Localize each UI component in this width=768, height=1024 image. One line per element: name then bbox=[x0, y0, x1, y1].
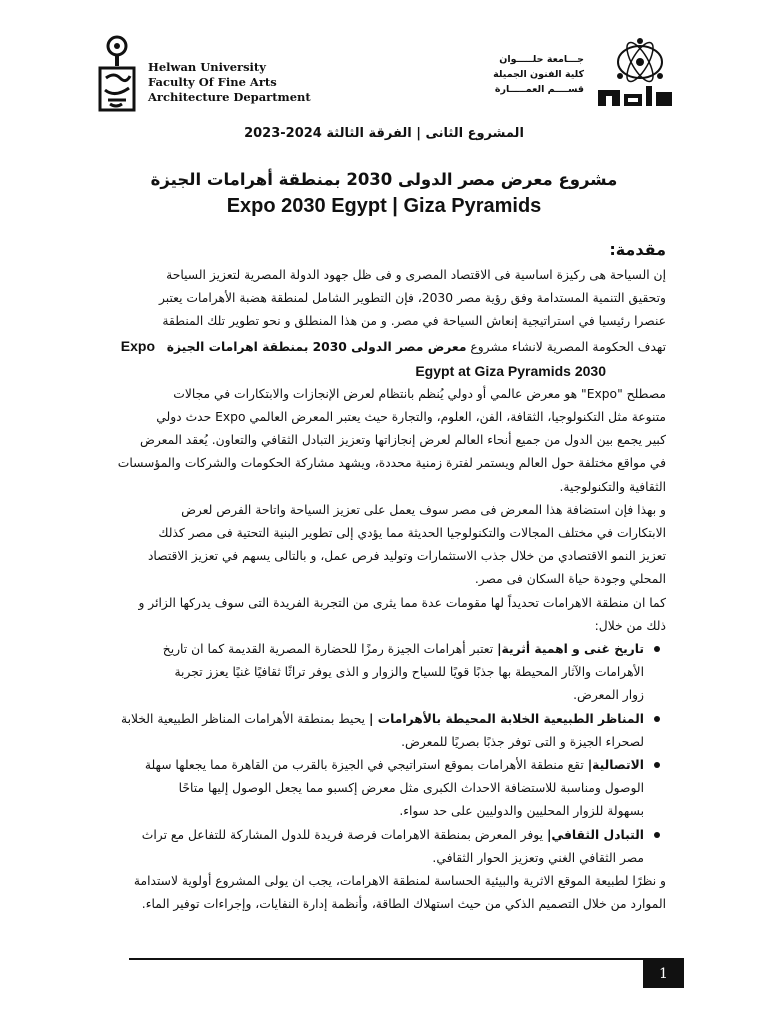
text-line: كبير يجمع بين الدول من جميع أنحاء العالم لعرض إنجازاتها وتعزيز التبادل الثقافي والتعاون. يُعقد المعرض bbox=[140, 433, 666, 448]
university-name: Helwan University bbox=[148, 60, 266, 74]
list-item bbox=[96, 708, 666, 754]
text-line: المحلي وجودة حياة السكان فى مصر. bbox=[474, 572, 666, 587]
text-line: و نظرًا لطبيعة الموقع الاثرية والبيئية الحساسة لمنطقة الاهرامات، يجب ان يولى المشروع أولوية لاستدامة bbox=[133, 874, 666, 889]
list-item bbox=[96, 824, 666, 870]
footer-rule bbox=[129, 958, 684, 960]
bullet-dot-icon bbox=[654, 646, 660, 652]
text-line: تعزيز النمو الاقتصادي من خلال جذب الاستثمارات وتوليد فرص عمل، و بالتالى يسهم في تعزيز الاقتصاد bbox=[147, 549, 666, 564]
text-line: الثقافية والتكنولوجية. bbox=[559, 479, 666, 494]
list-item bbox=[96, 638, 666, 708]
expo-word: Expo bbox=[120, 337, 156, 354]
text-line: كما ان منطقة الاهرامات تحديداً لها مقومات عدة مما يثرى من التجربة الفريدة التى سوف يدركها الزائر و bbox=[138, 595, 666, 610]
text-line: زوار المعرض. bbox=[573, 688, 644, 703]
text-line: وتحقيق التنمية المستدامة وفق رؤية مصر 2030، فإن التطوير الشامل لمنطقة هضبة الأهرامات يعتبر bbox=[158, 291, 666, 306]
text-line: الابتكارات في مختلف المجالات والتكنولوجيا الحديثة مما يؤدي إلى تطوير البنية التحتية فى مصر كذلك bbox=[158, 526, 666, 541]
text-line: الأهرامات والآثار المحيطة بها جذبًا قويًا للسياح والزوار و الذى يوفر تراثًا ثقافيًا غنيًا يعزز تجربة bbox=[174, 665, 644, 680]
text-line bbox=[96, 334, 666, 359]
bullet-title: الاتصالية| bbox=[587, 758, 644, 773]
text-line: ذلك من خلال: bbox=[594, 618, 666, 633]
sustainability-paragraph bbox=[96, 870, 666, 916]
text-line: عنصرا رئيسيا في استراتيجية إنعاش السياحة في مصر. و من هذا المنطلق و نحو تطوير تلك المنطقة bbox=[162, 314, 666, 329]
document-body bbox=[96, 264, 666, 916]
list-item bbox=[96, 754, 666, 824]
document-header bbox=[96, 34, 676, 114]
text-line: مصطلح "Expo" هو معرض عالمي أو دولي يُنظم بانتظام لعرض الإنجازات والابتكارات في مجالات bbox=[173, 386, 666, 401]
hosting-benefits-paragraph bbox=[96, 499, 666, 592]
bullet-title: التبادل الثقافي| bbox=[546, 827, 644, 842]
bullet-dot-icon bbox=[654, 832, 660, 838]
fine-arts-architecture-logo bbox=[96, 34, 138, 112]
department-name-ar: قســــم العمـــــارة bbox=[494, 84, 584, 95]
text-run: يحيط بمنطقة الأهرامات المناظر الطبيعية الخلابة bbox=[120, 711, 370, 726]
faculty-name-ar: كلية الفنون الجميلة bbox=[493, 69, 584, 80]
page-number: 1 bbox=[643, 960, 684, 988]
text-line: بسهولة للزوار المحليين والدوليين على حد سواء. bbox=[399, 804, 644, 819]
text-line bbox=[96, 638, 644, 661]
bullet-list bbox=[96, 638, 666, 870]
project-name-bold: معرض مصر الدولى 2030 بمنطقة اهرامات الجيزة bbox=[166, 339, 467, 354]
header-arabic-text bbox=[493, 52, 584, 97]
text-line: مصر الثقافي الغني وتعزيز الحوار الثقافي. bbox=[432, 850, 644, 865]
text-line bbox=[96, 824, 644, 847]
bullet-title: تاريخ غنى و اهمية أثرية| bbox=[497, 642, 644, 657]
text-line bbox=[96, 754, 644, 777]
text-line: الموارد من خلال التصميم الذكي من حيث استهلاك الطاقة، وأنظمة إدارة النفايات، وإجراءات توفير الماء. bbox=[141, 897, 666, 912]
project-title-arabic: مشروع معرض مصر الدولى 2030 بمنطقة أهرامات الجيزة bbox=[150, 170, 618, 189]
text-line: لصحراء الجيزة و التى توفر جذبًا بصريًا للمعرض. bbox=[401, 734, 644, 749]
header-english-text bbox=[148, 60, 311, 105]
pyramids-assets-paragraph bbox=[96, 592, 666, 638]
text-run: تعتبر أهرامات الجيزة رمزًا للحضارة المصرية القديمة كما ان تاريخ bbox=[162, 642, 498, 657]
helwan-university-logo bbox=[592, 36, 676, 112]
expo-english-name: 2030 Egypt at Giza Pyramids bbox=[415, 362, 606, 379]
bullet-dot-icon bbox=[654, 716, 660, 722]
bullet-dot-icon bbox=[654, 762, 660, 768]
text-run: تقع منطقة الأهرامات بموقع استراتيجي في الجيزة بالقرب من القاهرة مما يجعلها سهلة bbox=[144, 758, 588, 773]
project-subtitle: المشروع الثانى | الفرقة الثالثة 2024-2023 bbox=[244, 126, 524, 141]
bullet-title: المناظر الطبيعية الخلابة المحيطة بالأهرامات | bbox=[369, 711, 644, 726]
text-line: إن السياحة هى ركيزة اساسية فى الاقتصاد المصرى و فى ظل جهود الدولة المصرية لتعزيز السياحة bbox=[166, 268, 666, 282]
text-run: يوفر المعرض بمنطقة الاهرامات فرصة فريدة للدول المشاركة للتفاعل مع تراث bbox=[141, 827, 547, 842]
project-title-english: Expo 2030 Egypt | Giza Pyramids bbox=[226, 195, 542, 217]
expo-definition-paragraph bbox=[96, 383, 666, 499]
text-line: في مواقع مختلفة حول العالم ويستمر لفترة زمنية محددة، ويشهد مشاركة الحكومات والشركات والمؤسسات bbox=[117, 456, 666, 471]
university-name-ar: جـــامعة حلـــــوان bbox=[499, 54, 584, 65]
text-line: الوصول ومناسبة للاستضافة الاحداث الكبرى مثل معرض إكسبو مما يجعل الوصول إليها متاحًا bbox=[178, 781, 644, 796]
text-line bbox=[96, 708, 644, 731]
faculty-name: Faculty Of Fine Arts bbox=[148, 75, 277, 89]
text-line: متنوعة مثل التكنولوجيا، الثقافة، الفن، العلوم، والتجارة حيث يعتبر المعرض العالمي Expo حدث دولي bbox=[156, 410, 666, 425]
section-heading: مقدمة: bbox=[609, 240, 666, 259]
department-name: Architecture Department bbox=[148, 90, 311, 104]
intro-paragraph bbox=[96, 264, 666, 383]
text-line: و بهذا فإن استضافة هذا المعرض فى مصر سوف يعمل على تعزيز السياحة واتاحة الفرص لعرض bbox=[181, 502, 666, 517]
text-run: تهدف الحكومة المصرية لانشاء مشروع bbox=[470, 339, 666, 354]
